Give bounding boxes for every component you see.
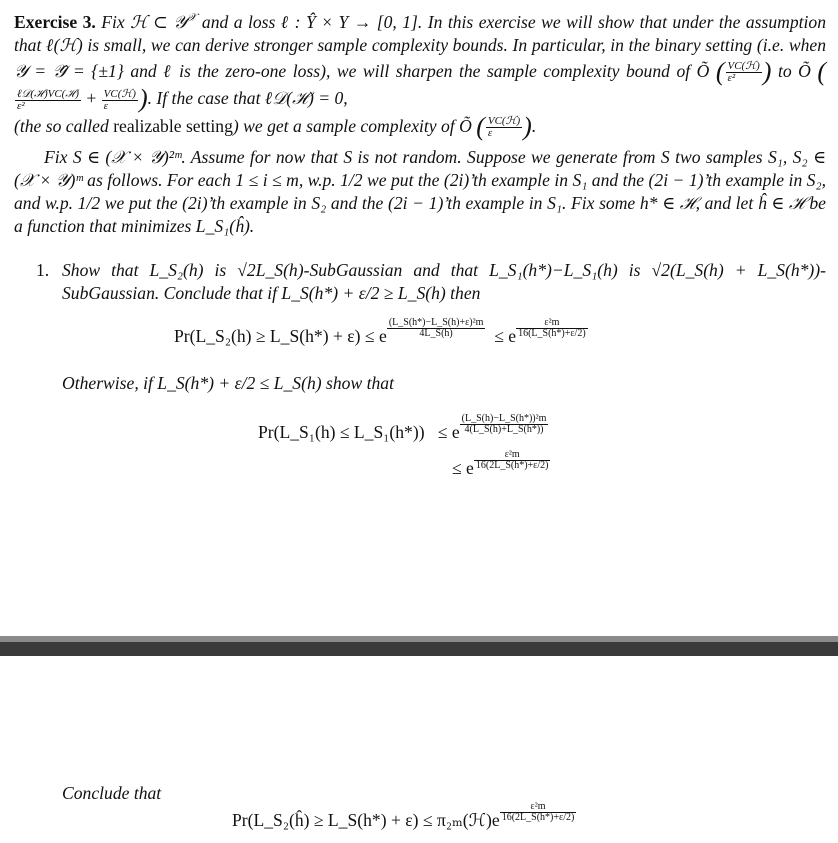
exercise-label: Exercise 3.: [14, 11, 96, 32]
intro-text-b: and a loss ℓ : Ŷ × Y → [0, 1]. In this exercise we will show that under the assumption that ℓ: [14, 11, 827, 55]
intro-text-c: (ℋ) is small, we can derive stronger sample complexity bounds. In particular, in the binary setting (i.e. when 𝒴 = 𝒴̂ = {±1} and ℓ is the zero-one loss), we will sharpen the sample complexity bound of Õ: [14, 34, 826, 81]
eq3-lhs: Pr(L_S₂(ĥ) ≥ L_S(h*) + ε) ≤ π₂ₘ(ℋ)e: [232, 810, 500, 830]
fraction-loss-vc: $\frac{\text{ℓ𝒟(ℋ)VC(ℋ)}}{\text{ε²}}$: [17, 87, 79, 112]
eq3-exponent: $\frac{\text{ε²m}}{16(2L\_S(h*)+\varepsilon/2)}$: [501, 801, 575, 823]
fraction-vc-eps: $\frac{\text{VC(ℋ)}}{\varepsilon}$: [103, 87, 136, 112]
list-item-1: [36, 259, 826, 305]
equation-2-line-1: [258, 413, 548, 443]
fraction-vc-eps-final: $\frac{\text{VC(ℋ)}}{\varepsilon}$: [487, 115, 521, 140]
eq2-exponent-1: $\frac{\text{(L\_S(h)−L\_S(h*))²m}}{4(L\_S(h)+L\_S(h*))}$: [461, 413, 547, 435]
eq1-lhs: Pr(L_S₂(h) ≥ L_S(h*) + ε) ≤ e: [174, 326, 387, 346]
intro-end: .: [531, 115, 537, 136]
eq1-relation: ≤ e: [494, 326, 517, 346]
equation-2-line-2: [452, 449, 550, 479]
eq2-relation-2: ≤ e: [452, 458, 474, 478]
eq2-relation-1: ≤ e: [437, 422, 460, 442]
conclude-label: Conclude that: [62, 783, 162, 803]
equation-1: [174, 317, 588, 347]
intro-paren: (the so called: [14, 115, 114, 136]
plus-sign: +: [86, 88, 97, 109]
exercise-intro: Exercise 3. Fix ℋ ⊂ 𝒴$^𝒳$ and a loss ℓ : Ŷ × Y → [0, 1]. In this exercise we will show that under the assumption that ℓ(ℋ) is small, we can derive stronger sample complexity bounds. In particular, in the binary setting (i.e. when 𝒴 = 𝒴̂ = {±1} and ℓ is the zero-one loss), we will sharpen the sample complexity bound of Õ ( $\frac{\text{VC(ℋ)}}{\text{ε²}}$ ) to Õ ( $\frac{\text{ℓ𝒟(ℋ)VC(ℋ)}}{\text{ε²}}$ + $\frac{\text{VC(ℋ)}}{\varepsilon}$ ). If the case that ℓ𝒟(ℋ) = 0, (the so called realizable setting) we get a sample complexity of Õ ( $\frac{\text{VC(ℋ)}}{\varepsilon}$ ).: [14, 11, 827, 141]
eq2-lhs: Pr(L_S₁(h) ≤ L_S₁(h*)): [258, 422, 425, 442]
intro-text-d: . If the case that ℓ𝒟(ℋ) = 0,: [147, 88, 348, 109]
intro-text-a: Fix ℋ ⊂ 𝒴: [101, 11, 187, 32]
eq2-exponent-2: $\frac{\text{ε²m}}{16(2L\_S(h*)+\varepsilon/2)}$: [475, 449, 549, 471]
item-number: 1.: [36, 260, 50, 280]
otherwise-line: Otherwise, if L_S(h*) + ε/2 ≤ L_S(h) show that: [62, 373, 394, 393]
section-divider-highlight: [0, 636, 838, 642]
intro-text-e: ) we get a sample complexity of Õ: [232, 115, 472, 136]
realizable-setting-term: realizable setting: [113, 115, 233, 136]
intro-to: to Õ: [777, 60, 811, 81]
equation-3: [232, 801, 576, 831]
eq1-exponent-2: $\frac{\text{ε²m}}{16(L\_S(h*)+\varepsilon/2)}$: [518, 317, 586, 339]
fraction-vc-eps2: $\frac{\text{VC(ℋ)}}{\text{ε²}}$: [727, 60, 760, 85]
intro-sup: 𝒳: [187, 12, 197, 24]
item-text: Show that L_S₂(h) is √2L_S(h)-SubGaussian and that L_S₁(h*)−L_S₁(h) is √2(L_S(h) + L_S(h*))-SubGaussian. Conclude that if L_S(h*) + ε/2 ≥ L_S(h) then: [62, 260, 826, 303]
eq1-exponent-1: $\frac{\text{(L\_S(h*)−L\_S(h)+ε)²m}}{4L\_S(h)}$: [388, 317, 484, 339]
paragraph-sampling: Fix S ∈ (𝒳 × 𝒴)²ᵐ. Assume for now that S is not random. Suppose we generate from S two samples S₁, S₂ ∈ (𝒳 × 𝒴)ᵐ as follows. For each 1 ≤ i ≤ m, w.p. 1/2 we put the (2i)’th example in S₁ and the (2i − 1)’th example in S₂, and w.p. 1/2 we put the (2i)’th example in S₂ and the (2i − 1)’th example in S₁. Fix some h* ∈ ℋ, and let ĥ ∈ ℋ be a function that minimizes L_S₁(ĥ).: [14, 147, 826, 236]
